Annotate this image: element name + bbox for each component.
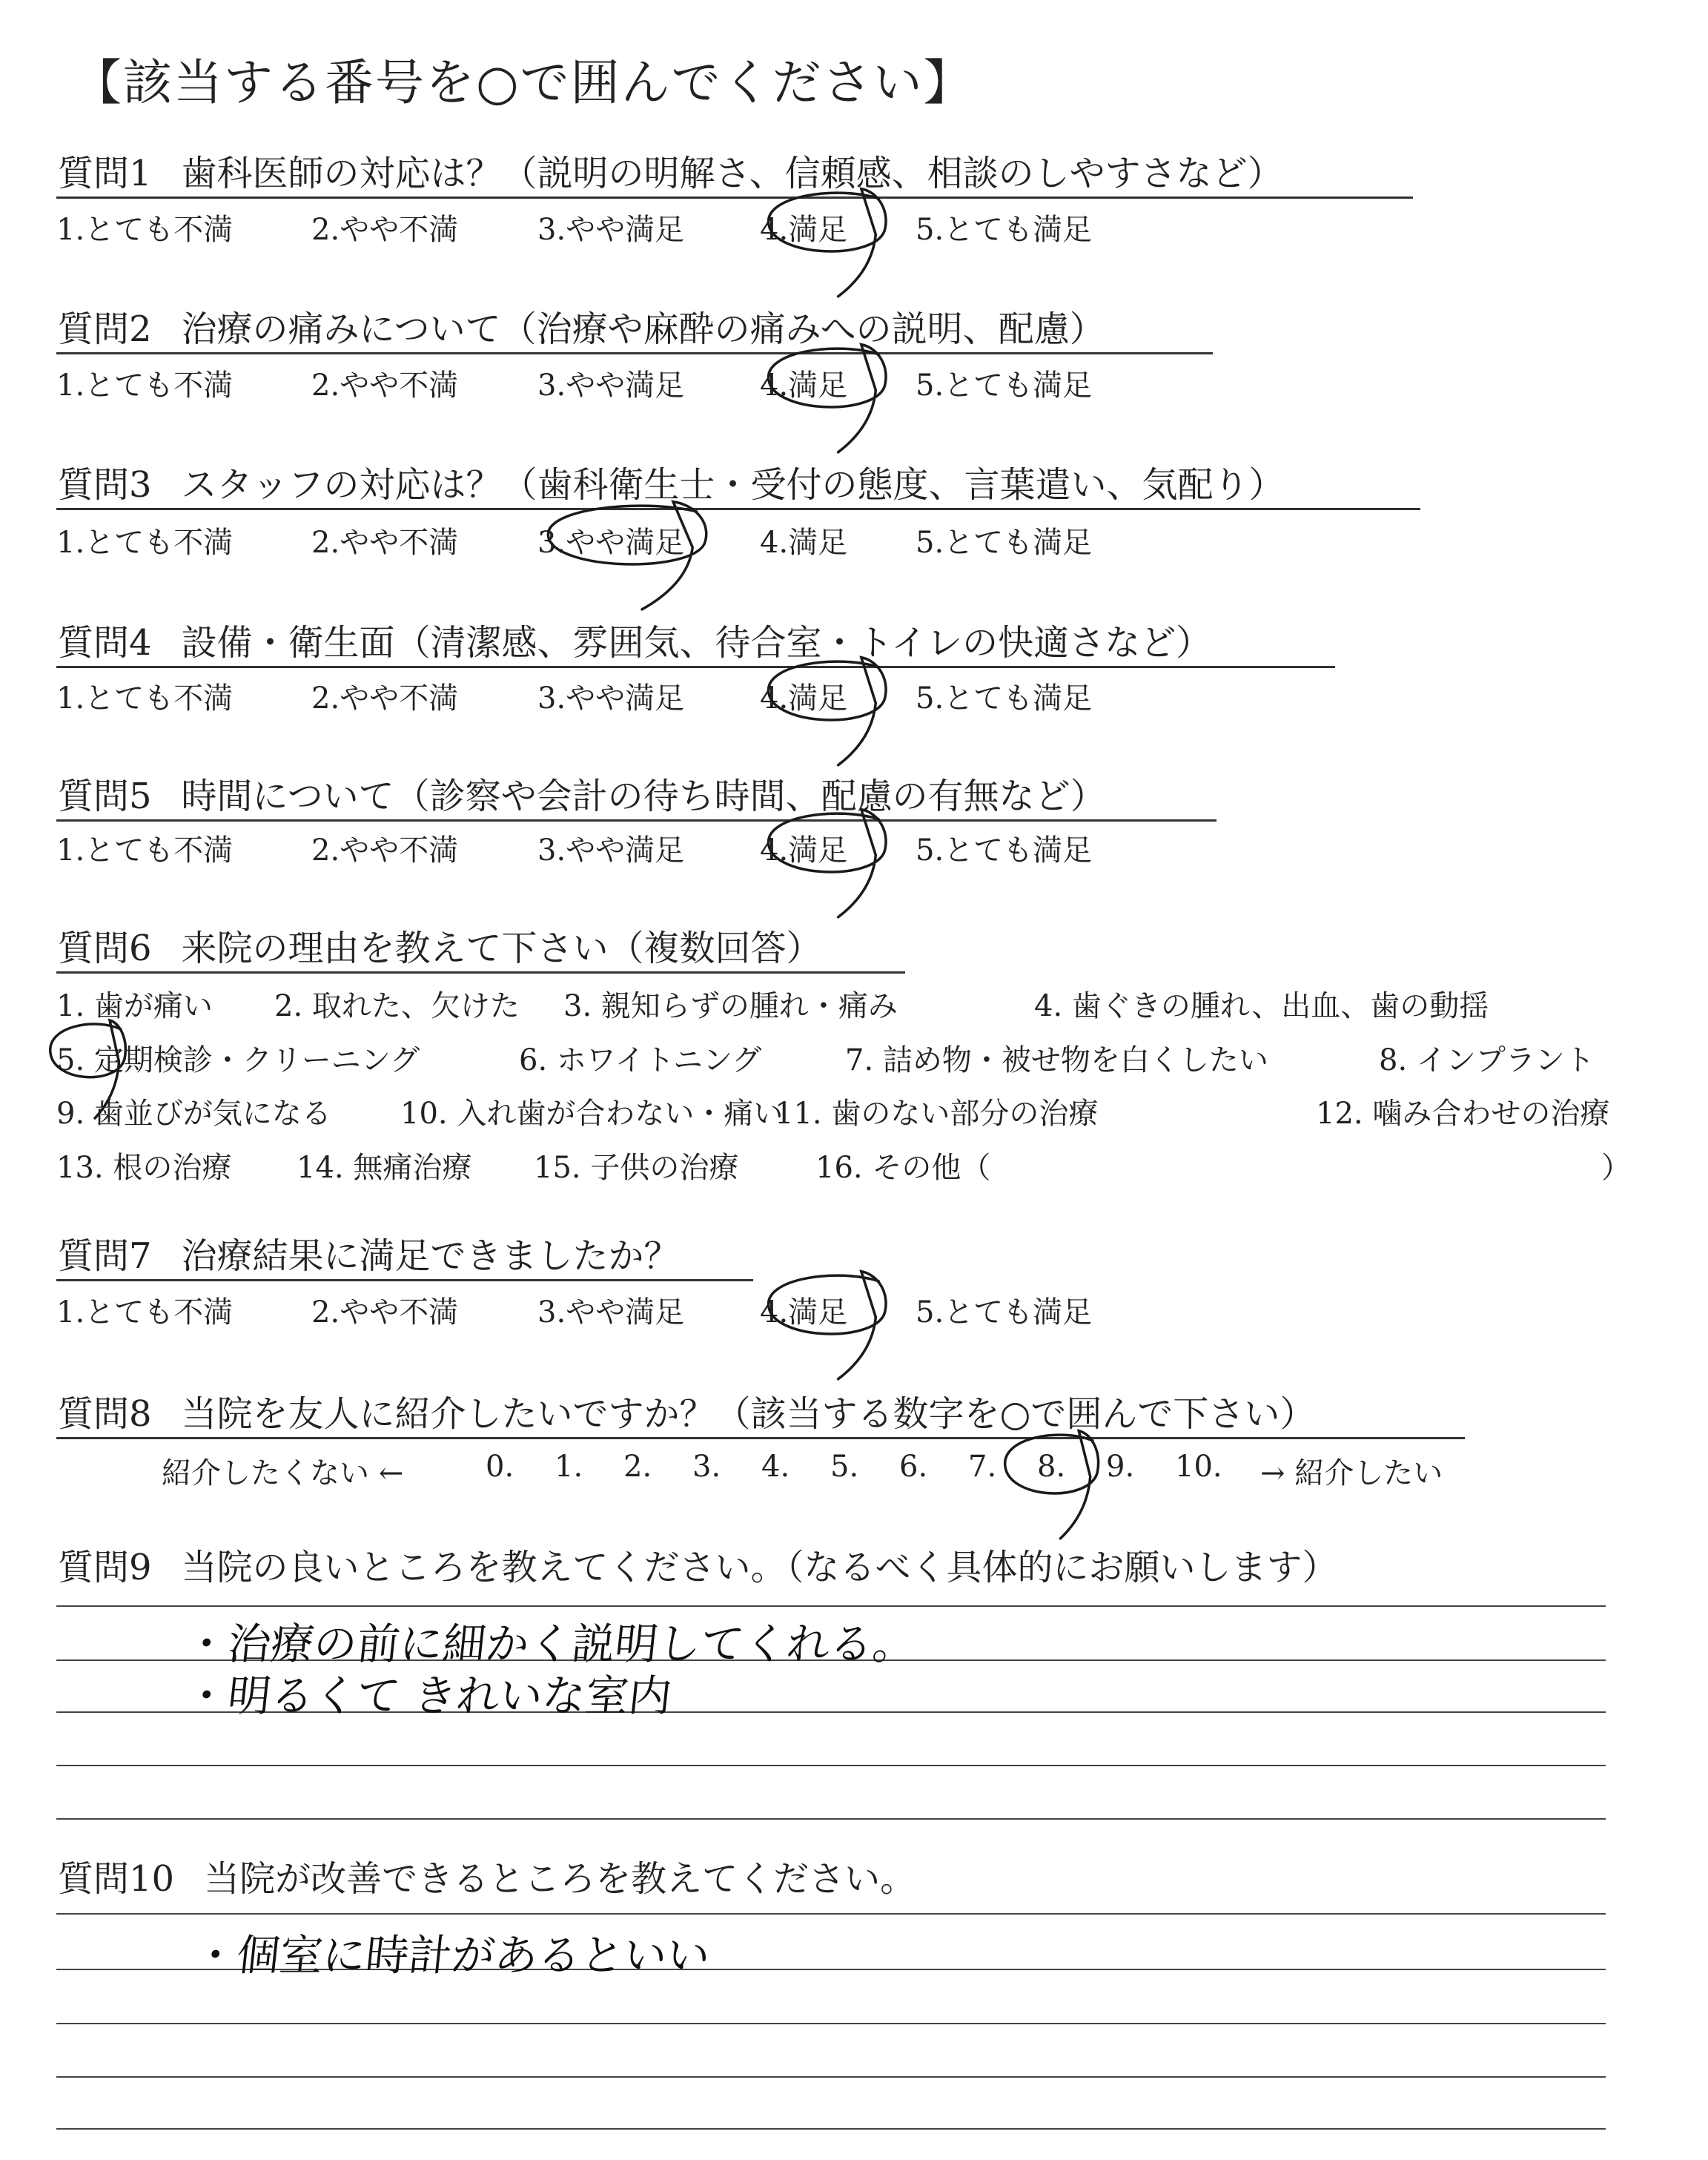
question-text: 当院の良いところを教えてください。（なるべく具体的にお願いします） [181, 1547, 1338, 1588]
rating-option-1[interactable] [56, 675, 233, 717]
option-number: 1. [56, 213, 85, 247]
scale-value[interactable]: 5. [830, 1450, 859, 1484]
option-number: 3. [537, 369, 566, 403]
option-number: 4. [760, 526, 789, 560]
option-number: 4. [760, 833, 789, 868]
question-label: 質問5 [58, 776, 152, 817]
option-label: とても満足 [944, 1295, 1093, 1330]
rating-option-5[interactable] [916, 827, 1092, 869]
rating-option-3[interactable] [537, 362, 684, 404]
question-label: 質問1 [58, 153, 152, 194]
scale-value[interactable]: 3. [692, 1450, 721, 1484]
rating-option-1[interactable] [56, 362, 233, 404]
answer-line [56, 2023, 1606, 2024]
scale-right-label: → 紹介したい [1260, 1456, 1443, 1490]
option-number: 2. [311, 1295, 340, 1330]
rating-option-1[interactable] [56, 206, 233, 248]
question-label: 質問7 [58, 1235, 152, 1277]
rating-option-4[interactable] [760, 519, 847, 561]
rating-option-1[interactable] [56, 519, 233, 561]
rating-option-2[interactable] [311, 519, 458, 561]
rating-option-3[interactable] [537, 675, 684, 717]
question-text: 来院の理由を教えて下さい（複数回答） [181, 928, 822, 969]
rating-option-3[interactable] [537, 827, 684, 869]
question-underline [56, 352, 1213, 354]
option-label: とても不満 [85, 526, 234, 560]
option-number: 5. [916, 1295, 944, 1330]
answer-line [56, 1913, 1606, 1915]
rating-option-1[interactable] [56, 1289, 233, 1331]
scale-value[interactable]: 2. [623, 1450, 652, 1484]
option-number: 2. [311, 681, 340, 716]
option-label: やや不満 [340, 526, 459, 560]
answer-line [56, 1818, 1606, 1820]
question-label: 質問6 [58, 928, 152, 969]
option-label: やや満足 [566, 369, 685, 403]
option-number: 2. [311, 213, 340, 247]
scale-value[interactable]: 8. [1037, 1450, 1066, 1484]
question-label: 質問8 [58, 1393, 152, 1435]
question-label: 質問4 [58, 622, 152, 664]
question-5-heading [58, 767, 1106, 819]
rating-option-1[interactable] [56, 827, 233, 869]
option-label: とても満足 [944, 213, 1093, 247]
option-number: 3. [537, 1295, 566, 1330]
option-label: やや満足 [566, 1295, 685, 1330]
option-number: 1. [56, 833, 85, 868]
option-number: 4. [760, 1295, 789, 1330]
option-label: とても不満 [85, 213, 234, 247]
option-number: 3. [537, 681, 566, 716]
question-underline [56, 1437, 1465, 1439]
option-number: 4. [760, 213, 789, 247]
answer-line [56, 2128, 1606, 2130]
option-number: 5. [916, 369, 944, 403]
q10-answer-1: ・個室に時計があるといい [191, 1930, 713, 1981]
reason-option[interactable]: 10. 入れ歯が合わない・痛い [400, 1097, 784, 1131]
option-number: 1. [56, 369, 85, 403]
question-9-heading [58, 1539, 1338, 1590]
option-label: やや満足 [566, 681, 685, 716]
question-text: 歯科医師の対応は？（説明の明解さ、信頼感、相談のしやすさなど） [181, 153, 1283, 194]
q9-answer-1: ・治療の前に細かく説明してくれる。 [182, 1619, 919, 1669]
question-6-heading [58, 919, 822, 971]
scale-value[interactable]: 0. [486, 1450, 514, 1484]
question-text: 時間について（診察や会計の待ち時間、配慮の有無など） [181, 776, 1106, 817]
option-label: とても満足 [944, 681, 1093, 716]
question-7-heading [58, 1227, 680, 1278]
page-title: 【該当する番号を○で囲んでください】 [73, 54, 974, 111]
question-underline [56, 508, 1420, 510]
option-label: 満足 [788, 369, 848, 403]
question-2-heading [58, 300, 1105, 351]
option-number: 1. [56, 1295, 85, 1330]
question-underline [56, 1279, 753, 1281]
scale-left-label: 紹介したくない ← [162, 1456, 404, 1490]
reason-option[interactable]: 2. 取れた、欠けた [274, 989, 520, 1023]
option-label: 満足 [788, 526, 848, 560]
option-number: 3. [537, 213, 566, 247]
question-text: 当院が改善できるところを教えてください。 [204, 1858, 916, 1900]
reason-option[interactable]: 13. 根の治療 [56, 1151, 232, 1185]
question-text: 当院を友人に紹介したいですか？（該当する数字を○で囲んで下さい） [181, 1393, 1316, 1435]
question-underline [56, 196, 1413, 199]
option-label: とても満足 [944, 369, 1093, 403]
rating-option-5[interactable] [916, 206, 1092, 248]
question-underline [56, 819, 1217, 822]
circle-mark-q8 [1005, 1431, 1099, 1539]
question-10-heading [58, 1850, 916, 1901]
rating-option-5[interactable] [916, 362, 1092, 404]
option-number: 5. [916, 213, 944, 247]
option-label: とても不満 [85, 833, 234, 868]
rating-option-4[interactable] [760, 206, 847, 248]
rating-option-3[interactable] [537, 519, 684, 561]
rating-option-4[interactable] [760, 827, 847, 869]
option-label: 満足 [788, 681, 848, 716]
rating-option-4[interactable] [760, 1289, 847, 1331]
answer-line [56, 1765, 1606, 1766]
option-number: 4. [760, 369, 789, 403]
option-label: やや満足 [566, 526, 685, 560]
scale-value[interactable]: 4. [761, 1450, 790, 1484]
option-label: とても不満 [85, 1295, 234, 1330]
option-label: 満足 [788, 213, 848, 247]
rating-option-5[interactable] [916, 675, 1092, 717]
option-label: とても不満 [85, 369, 234, 403]
rating-option-3[interactable] [537, 206, 684, 248]
question-underline [56, 666, 1335, 668]
option-label: やや不満 [340, 833, 459, 868]
question-8-heading [58, 1385, 1315, 1436]
option-number: 3. [537, 833, 566, 868]
question-text: 設備・衛生面（清潔感、雰囲気、待合室・トイレの快適さなど） [181, 622, 1212, 664]
option-number: 2. [311, 833, 340, 868]
option-label: とても不満 [85, 681, 234, 716]
option-label: やや不満 [340, 369, 459, 403]
rating-option-2[interactable] [311, 827, 458, 869]
reason-option[interactable]: 7. 詰め物・被せ物を白くしたい [845, 1043, 1268, 1077]
reason-option[interactable]: 14. 無痛治療 [297, 1151, 472, 1185]
scale-value[interactable]: 10. [1175, 1450, 1222, 1484]
rating-option-2[interactable] [311, 206, 458, 248]
rating-option-4[interactable] [760, 362, 847, 404]
question-label: 質問9 [58, 1547, 152, 1588]
question-text: 治療結果に満足できましたか？ [181, 1235, 680, 1277]
rating-option-4[interactable] [760, 675, 847, 717]
rating-option-3[interactable] [537, 1289, 684, 1331]
option-number: 4. [760, 681, 789, 716]
reason-option[interactable]: 5. 定期検診・クリーニング [56, 1043, 420, 1077]
option-number: 5. [916, 833, 944, 868]
answer-line [56, 1605, 1606, 1607]
rating-option-5[interactable] [916, 519, 1092, 561]
option-number: 1. [56, 526, 85, 560]
reason-option[interactable]: 8. インプラント [1379, 1043, 1595, 1077]
option-label: やや不満 [340, 681, 459, 716]
question-text: スタッフの対応は？（歯科衛生士・受付の態度、言葉遣い、気配り） [181, 464, 1285, 506]
question-3-heading [58, 456, 1285, 507]
option-number: 3. [537, 526, 566, 560]
rating-option-2[interactable] [311, 675, 458, 717]
option-label: とても満足 [944, 833, 1093, 868]
scale-value[interactable]: 6. [899, 1450, 928, 1484]
question-label: 質問10 [58, 1858, 175, 1900]
question-4-heading [58, 614, 1211, 665]
question-1-heading [58, 145, 1283, 196]
reason-option[interactable]: 15. 子供の治療 [534, 1151, 739, 1185]
reason-option[interactable]: 9. 歯並びが気になる [56, 1097, 331, 1131]
option-number: 5. [916, 681, 944, 716]
reason-option[interactable]: 6. ホワイトニング [519, 1043, 762, 1077]
option-label: やや不満 [340, 213, 459, 247]
option-label: 満足 [788, 1295, 848, 1330]
rating-option-2[interactable] [311, 1289, 458, 1331]
option-number: 1. [56, 681, 85, 716]
scale-value[interactable]: 9. [1106, 1450, 1135, 1484]
reason-other-close: ） [1601, 1151, 1631, 1185]
question-text: 治療の痛みについて（治療や麻酔の痛みへの説明、配慮） [181, 308, 1105, 350]
question-underline [56, 971, 905, 974]
reason-option[interactable]: 3. 親知らずの腫れ・痛み [563, 989, 898, 1023]
option-label: 満足 [788, 833, 848, 868]
reason-option[interactable]: 4. 歯ぐきの腫れ、出血、歯の動揺 [1034, 989, 1489, 1023]
reason-option[interactable]: 1. 歯が痛い [56, 989, 213, 1023]
option-label: やや満足 [566, 833, 685, 868]
q9-answer-2: ・明るくて きれいな室内 [182, 1671, 675, 1721]
option-label: やや不満 [340, 1295, 459, 1330]
reason-option[interactable]: 12. 噛み合わせの治療 [1316, 1097, 1610, 1131]
reason-option[interactable]: 11. 歯のない部分の治療 [775, 1097, 1099, 1131]
option-number: 2. [311, 369, 340, 403]
option-label: とても満足 [944, 526, 1093, 560]
reason-option[interactable]: 16. その他（ [815, 1151, 991, 1185]
option-number: 5. [916, 526, 944, 560]
question-label: 質問2 [58, 308, 152, 350]
scale-value[interactable]: 7. [968, 1450, 997, 1484]
answer-line [56, 2076, 1606, 2078]
option-number: 2. [311, 526, 340, 560]
option-label: やや満足 [566, 213, 685, 247]
scale-value[interactable]: 1. [555, 1450, 583, 1484]
rating-option-5[interactable] [916, 1289, 1092, 1331]
question-label: 質問3 [58, 464, 152, 506]
rating-option-2[interactable] [311, 362, 458, 404]
